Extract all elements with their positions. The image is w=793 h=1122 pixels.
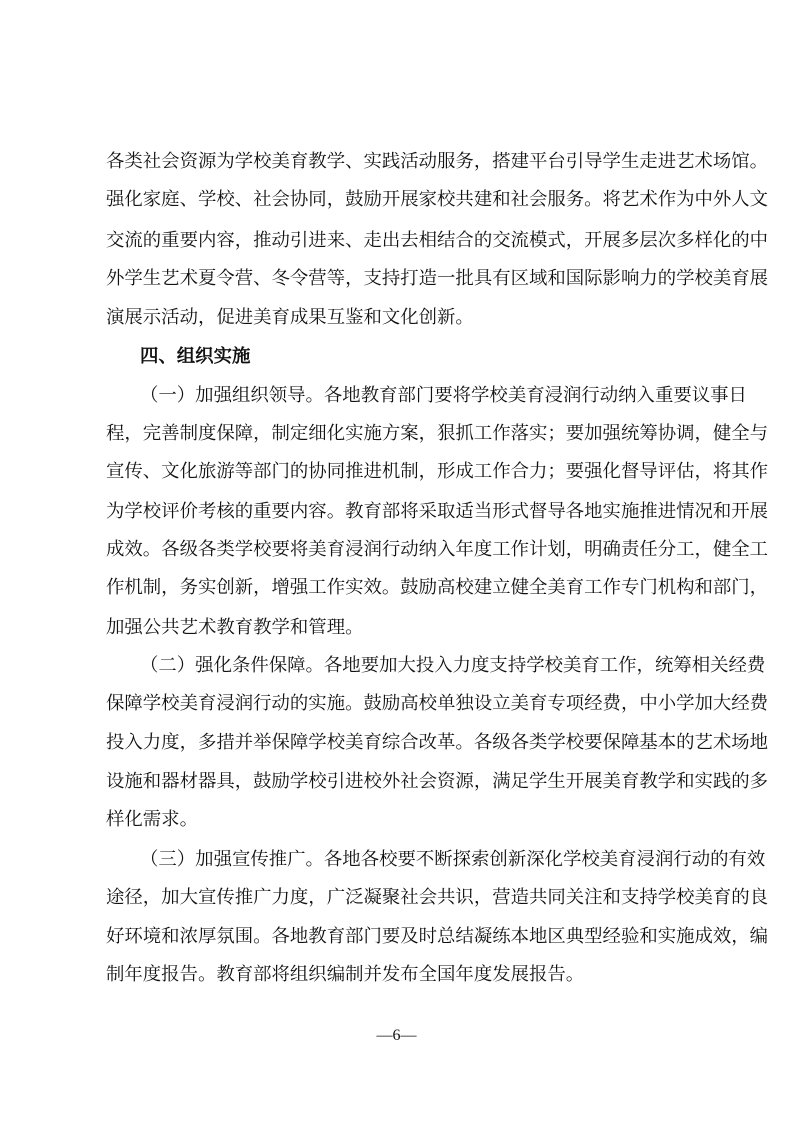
body-text-line: 宣传、文化旅游等部门的协同推进机制，形成工作合力；要强化督导评估，将其作	[106, 461, 769, 482]
body-text-line: （二）强化条件保障。各地要加大投入力度支持学校美育工作，统筹相关经费	[140, 655, 766, 676]
body-text-line: 为学校评价考核的重要内容。教育部将采取适当形式督导各地实施推进情况和开展	[106, 501, 769, 522]
body-text-line: 成效。各级各类学校要将美育浸润行动纳入年度工作计划，明确责任分工，健全工	[106, 539, 769, 560]
body-text-line: 加强公共艺术教育教学和管理。	[106, 617, 364, 638]
body-text-line: 交流的重要内容，推动引进来、走出去相结合的交流模式，开展多层次多样化的中	[106, 230, 769, 251]
body-text-line: 演展示活动，促进美育成果互鉴和文化创新。	[106, 307, 474, 328]
body-text-line: 样化需求。	[106, 809, 198, 830]
body-text-line: 作机制，务实创新，增强工作实效。鼓励高校建立健全美育工作专门机构和部门，	[106, 577, 769, 598]
body-text-line: 投入力度，多措并举保障学校美育综合改革。各级各类学校要保障基本的艺术场地	[106, 732, 769, 753]
body-text-line: （一）加强组织领导。各地教育部门要将学校美育浸润行动纳入重要议事日	[140, 385, 747, 406]
section-heading: 四、组织实施	[140, 346, 251, 367]
page-number: —6—	[376, 1027, 417, 1044]
body-text-line: 各类社会资源为学校美育教学、实践活动服务，搭建平台引导学生走进艺术场馆。	[106, 151, 769, 172]
body-text-line: 设施和器材器具，鼓励学校引进校外社会资源，满足学生开展美育教学和实践的多	[106, 771, 769, 792]
body-text-line: 外学生艺术夏令营、冬令营等，支持打造一批具有区域和国际影响力的学校美育展	[106, 268, 769, 289]
body-text-line: 程，完善制度保障，制定细化实施方案，狠抓工作落实；要加强统筹协调，健全与	[106, 423, 769, 444]
body-text-line: 好环境和浓厚氛围。各地教育部门要及时总结凝练本地区典型经验和实施成效，编	[106, 926, 769, 947]
body-text-line: 强化家庭、学校、社会协同，鼓励开展家校共建和社会服务。将艺术作为中外人文	[106, 189, 769, 210]
body-text-line: （三）加强宣传推广。各地各校要不断探索创新深化学校美育浸润行动的有效	[140, 849, 766, 870]
body-text-line: 保障学校美育浸润行动的实施。鼓励高校单独设立美育专项经费，中小学加大经费	[106, 693, 769, 714]
body-text-line: 途径，加大宣传推广力度，广泛凝聚社会共识，营造共同关注和支持学校美育的良	[106, 887, 769, 908]
body-text-line: 制年度报告。教育部将组织编制并发布全国年度发展报告。	[106, 964, 585, 985]
